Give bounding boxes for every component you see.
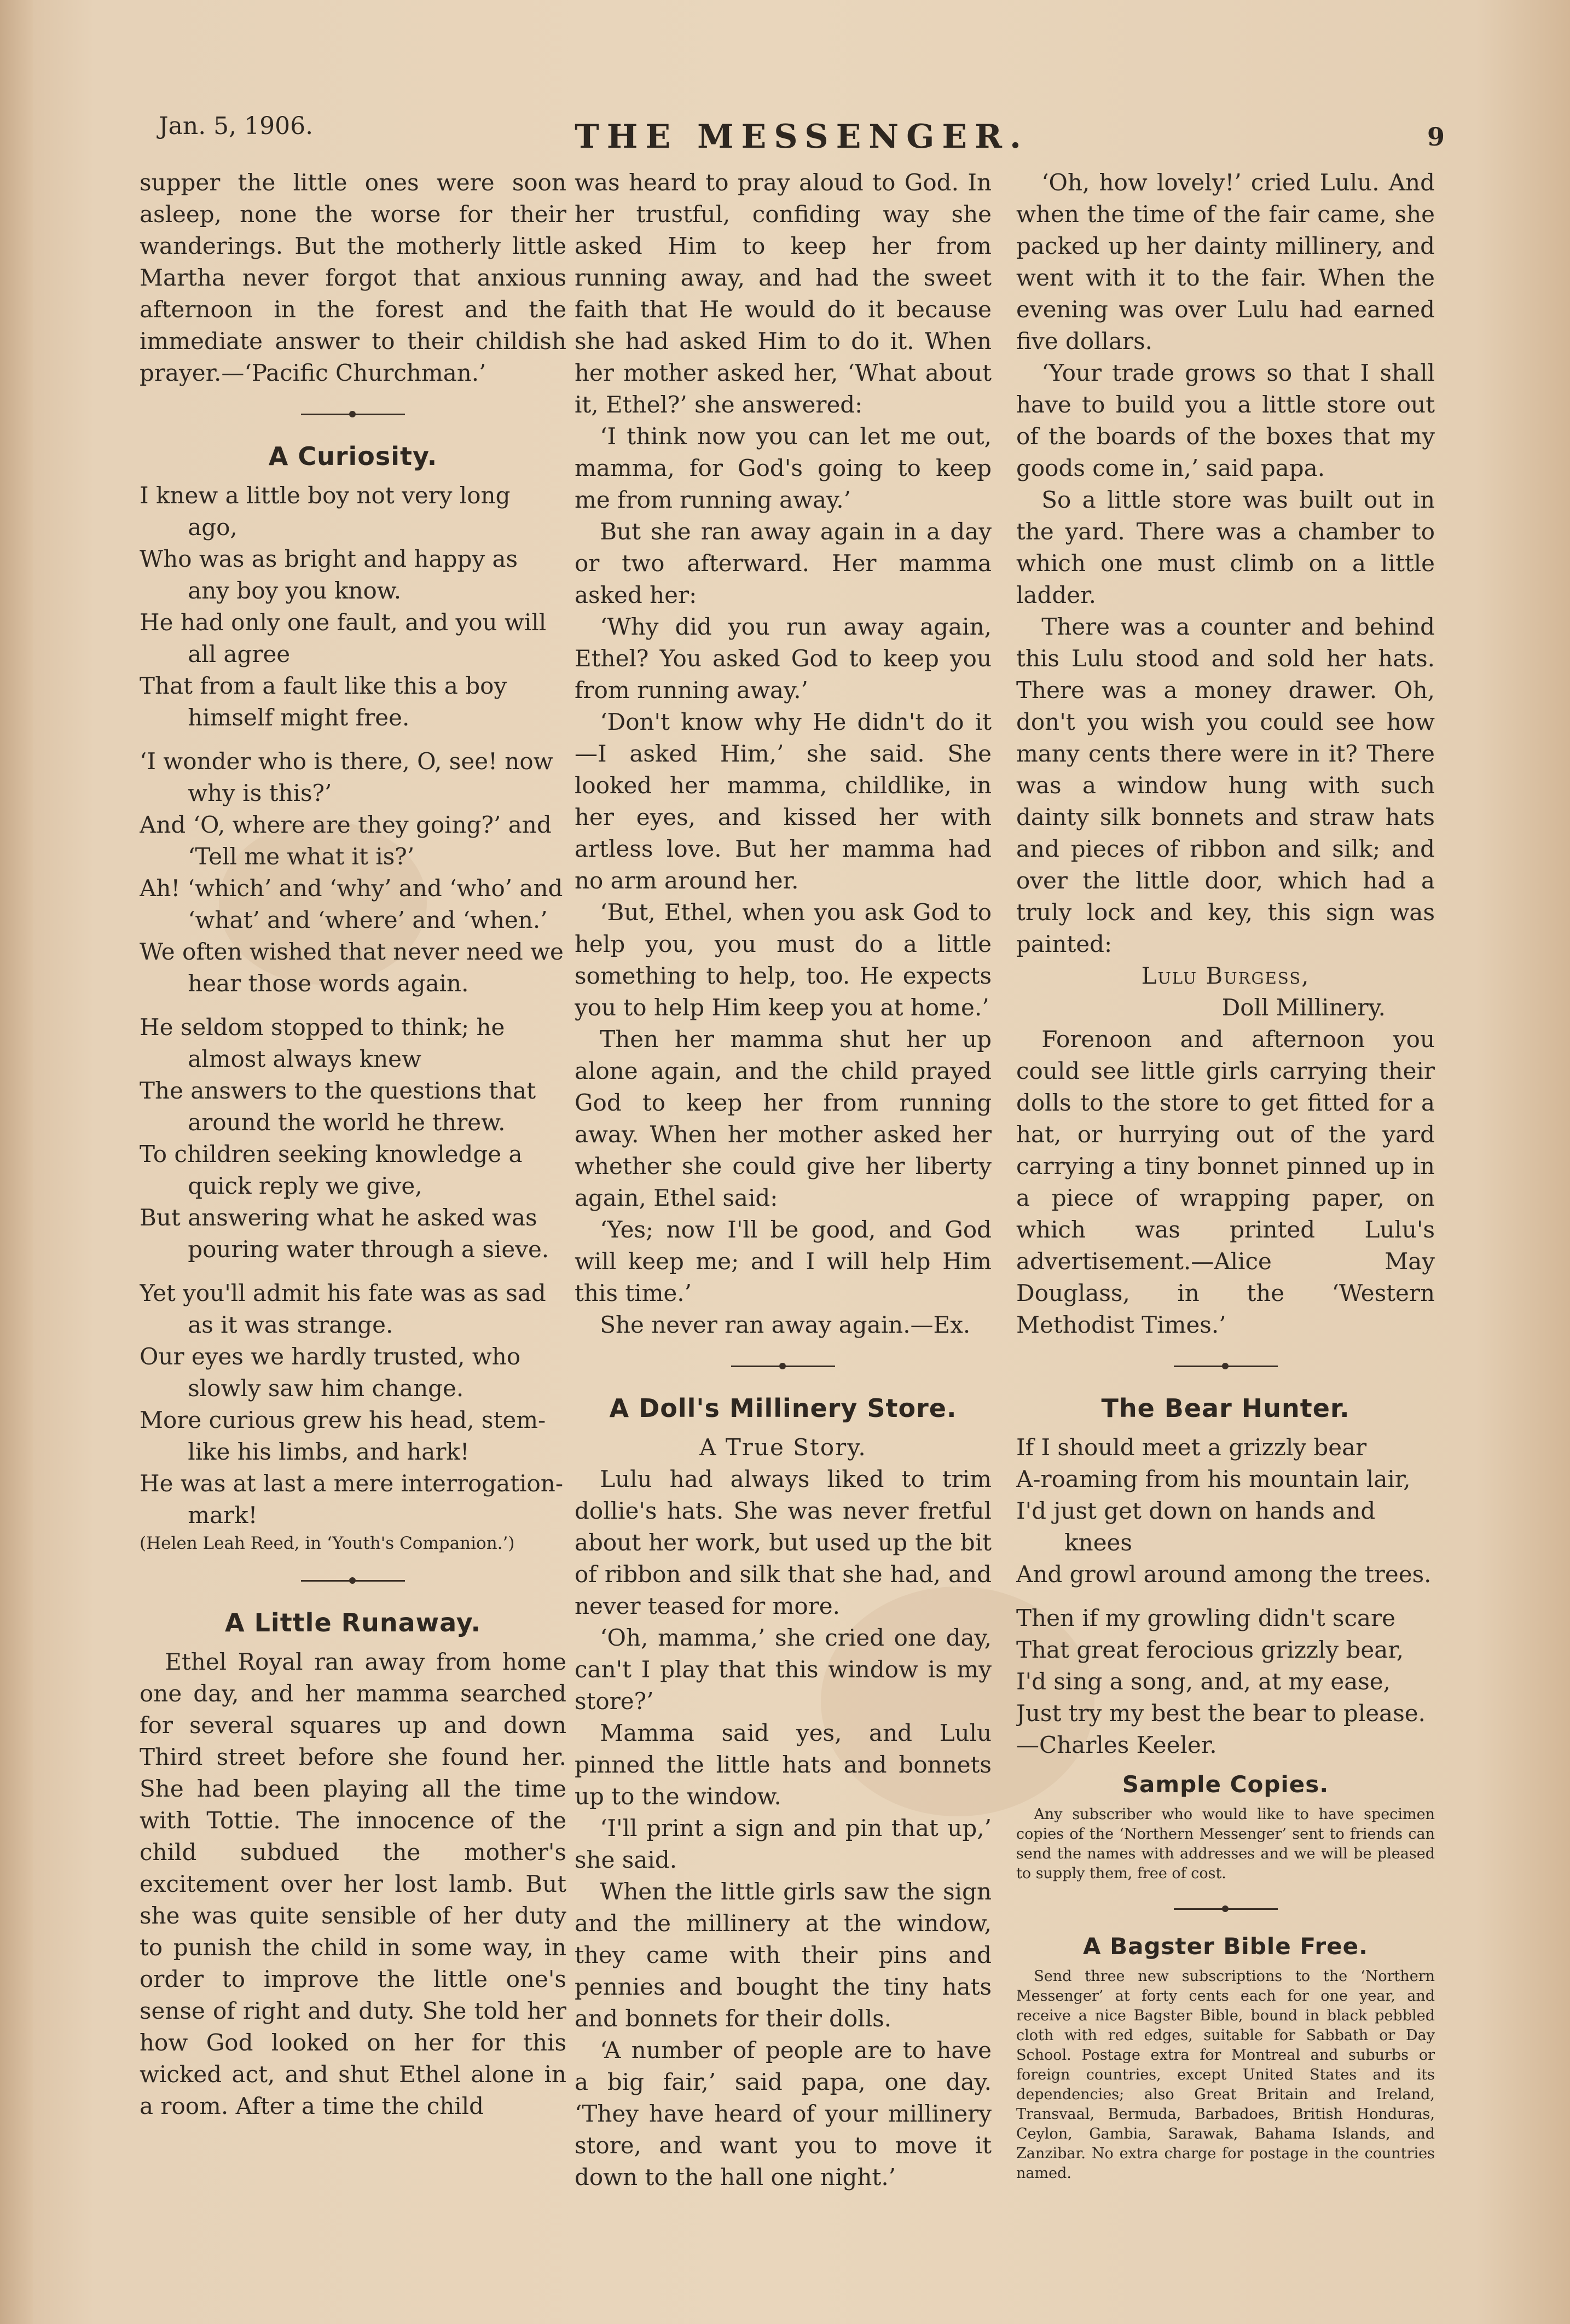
- poem-line: That great ferocious grizzly bear,: [1016, 1636, 1404, 1663]
- section-divider: [140, 1563, 566, 1595]
- article-paragraph: Forenoon and afternoon you could see little girls carrying their dolls to the store to get fitted for a hat, or hurrying out of the yard carrying a tiny bonnet pinned up in a piece of wrapping paper, on which was printed Lulu's advertisement.—Alice May Douglass, in the ‘Western Methodist Times.’: [1016, 1026, 1435, 1338]
- poem-line: If I should meet a grizzly bear: [1016, 1434, 1367, 1461]
- issue-date: Jan. 5, 1906.: [159, 112, 314, 140]
- article-paragraph: ‘A number of people are to have a big fair,’ said papa, one day. ‘They have heard of your millinery store, and want you to move it down to the hall one night.’: [575, 2037, 992, 2191]
- poem-line: Our eyes we hardly trusted, who slowly saw him change.: [140, 1343, 521, 1402]
- article-paragraph: ‘Why did you run away again, Ethel? You asked God to keep you from running away.’: [575, 613, 992, 704]
- poem-line: Then if my growling didn't scare: [1016, 1605, 1395, 1631]
- article-paragraph: was heard to pray aloud to God. In her trustful, confiding way she asked Him to keep her from running away, and had the sweet faith that He would do it because she had asked Him to do it. When her mother asked her, ‘What about it, Ethel?’ she answered:: [575, 169, 992, 418]
- poem-line: He was at last a mere interrogation-mark!: [140, 1470, 564, 1529]
- column-2: [575, 167, 992, 2224]
- poem-bear-hunter: [1016, 1432, 1435, 1761]
- poem-line: Who was as bright and happy as any boy you know.: [140, 545, 518, 604]
- poem-line: I knew a little boy not very long ago,: [140, 482, 511, 541]
- article-title: A Little Runaway.: [225, 1608, 481, 1637]
- notice-text: Send three new subscriptions to the ‘Northern Messenger’ at forty cents each for one year, and receive a nice Bagster Bible, bound in black pebbled cloth with red edges, suitable for Sabbath or Day School. Postage extra for Montreal and suburbs or foreign countries, except United States and its dependencies; also Great Britain and Ireland, Transvaal, Bermuda, Barbadoes, British Honduras, Ceylon, Gambia, Sarawak, Bahama Islands, and Zanzibar. No extra charge for postage in the countries named.: [1016, 1968, 1435, 2182]
- poem-line: The answers to the questions that around the world he threw.: [140, 1077, 536, 1136]
- notice-title: A Bagster Bible Free.: [1082, 1933, 1369, 1960]
- poem-line: And growl around among the trees.: [1016, 1561, 1432, 1588]
- poem-line: I'd sing a song, and, at my ease,: [1016, 1668, 1391, 1695]
- poem-credit: (Helen Leah Reed, in ‘Youth's Companion.’): [140, 1533, 515, 1553]
- poem-line: But answering what he asked was pouring water through a sieve.: [140, 1204, 549, 1263]
- article-paragraph: ‘I'll print a sign and pin that up,’ she said.: [575, 1815, 992, 1873]
- article-paragraph: ‘Your trade grows so that I shall have to build you a little store out of the boards of the boxes that my goods come in,’ said papa.: [1016, 359, 1435, 481]
- poem-line: Yet you'll admit his fate was as sad as it was strange.: [140, 1280, 546, 1338]
- article-subtitle: A True Story.: [699, 1434, 867, 1461]
- poem-title: A Curiosity.: [268, 441, 438, 471]
- section-divider: [1016, 1349, 1435, 1380]
- poem-line: Just try my best the bear to please.: [1016, 1700, 1426, 1727]
- article-paragraph: So a little store was built out in the yard. There was a chamber to which one must climb on a little ladder.: [1016, 486, 1435, 608]
- column-1: [140, 167, 566, 2224]
- article-paragraph: ‘I think now you can let me out, mamma, for God's going to keep me from running away.’: [575, 423, 992, 513]
- poem-title: The Bear Hunter.: [1101, 1393, 1350, 1423]
- page-number: 9: [1427, 122, 1445, 152]
- article-paragraph: Mamma said yes, and Lulu pinned the little hats and bonnets up to the window.: [575, 1719, 992, 1810]
- article-paragraph: ‘But, Ethel, when you ask God to help you, you must do a little something to help, too. He expects you to help Him keep you at home.’: [575, 899, 992, 1021]
- poem-line: He seldom stopped to think; he almost always knew: [140, 1014, 505, 1072]
- section-divider: [1016, 1891, 1435, 1923]
- poem-curiosity: [140, 480, 566, 1531]
- poem-line: To children seeking knowledge a quick reply we give,: [140, 1141, 523, 1199]
- story-ending: supper the little ones were soon asleep, none the worse for their wanderings. But the motherly little Martha never forgot that anxious afternoon in the forest and the immediate answer to their childish prayer.—‘Pacific Churchman.’: [140, 169, 566, 386]
- article-paragraph: But she ran away again in a day or two afterward. Her mamma asked her:: [575, 518, 992, 608]
- poem-line: A-roaming from his mountain lair,: [1016, 1466, 1411, 1492]
- article-paragraph: ‘Oh, mamma,’ she cried one day, can't I play that this window is my store?’: [575, 1624, 992, 1715]
- store-sign-name: Lulu Burgess,: [1141, 962, 1310, 989]
- article-title: A Doll's Millinery Store.: [609, 1393, 957, 1423]
- article-paragraph: There was a counter and behind this Lulu stood and sold her hats. There was a money drawer. Oh, don't you wish you could see how many cents there were in it? There was a window hung with such dainty silk bonnets and straw hats and pieces of ribbon and silk; and over the little door, which had a truly lock and key, this sign was painted:: [1016, 613, 1435, 957]
- article-paragraph: When the little girls saw the sign and the millinery at the window, they came with their pins and pennies and bought the tiny hats and bonnets for their dolls.: [575, 1878, 992, 2032]
- poem-line: And ‘O, where are they going?’ and ‘Tell me what it is?’: [140, 811, 552, 870]
- article-paragraph: ‘Oh, how lovely!’ cried Lulu. And when the time of the fair came, she packed up her dainty millinery, and went with it to the fair. When the evening was over Lulu had earned five dollars.: [1016, 169, 1435, 355]
- masthead-title: THE MESSENGER.: [575, 118, 1029, 156]
- notice-text: Any subscriber who would like to have specimen copies of the ‘Northern Messenger’ sent to friends can send the names with addresses and we will be pleased to supply them, free of cost.: [1016, 1806, 1435, 1882]
- article-paragraph: Ethel Royal ran away from home one day, and her mamma searched for several squares up and down Third street before she found her. She had been playing all the time with Tottie. The innocence of the child subdued the mother's excitement over her lost lamb. But she was quite sensible of her duty to punish the child in some way, in order to improve the little one's sense of right and duty. She told her how God looked on her for this wicked act, and shut Ethel alone in a room. After a time the child: [140, 1648, 566, 2119]
- poem-credit: —Charles Keeler.: [1016, 1732, 1217, 1758]
- article-paragraph: ‘Yes; now I'll be good, and God will keep me; and I will help Him this time.’: [575, 1216, 992, 1306]
- poem-line: ‘I wonder who is there, O, see! now why is this?’: [140, 748, 553, 806]
- page-header: [159, 107, 1445, 167]
- notice-title: Sample Copies.: [1122, 1771, 1329, 1798]
- section-divider: [575, 1349, 992, 1380]
- store-sign-subtitle: Doll Millinery.: [1221, 994, 1386, 1021]
- article-paragraph: Lulu had always liked to trim dollie's hats. She was never fretful about her work, but used up the bit of ribbon and silk that she had, and never teased for more.: [575, 1466, 992, 1619]
- article-paragraph: Then her mamma shut her up alone again, and the child prayed God to keep her from running away. When her mother asked her whether she could give her liberty again, Ethel said:: [575, 1026, 992, 1211]
- section-divider: [140, 397, 566, 428]
- poem-line: He had only one fault, and you will all agree: [140, 609, 547, 667]
- page-fold-shadow: [0, 0, 33, 2324]
- poem-line: We often wished that never need we hear those words again.: [140, 938, 564, 997]
- article-paragraph: She never ran away again.—Ex.: [600, 1311, 971, 1338]
- poem-line: More curious grew his head, stem-like his limbs, and hark!: [140, 1407, 546, 1465]
- poem-line: Ah! ‘which’ and ‘why’ and ‘who’ and ‘what’ and ‘where’ and ‘when.’: [140, 875, 563, 933]
- column-3: [1016, 167, 1435, 2224]
- poem-line: That from a fault like this a boy himself might free.: [140, 672, 507, 731]
- article-paragraph: ‘Don't know why He didn't do it—I asked Him,’ she said. She looked her mamma, childlike, in her eyes, and kissed her with artless love. But her mamma had no arm around her.: [575, 708, 992, 894]
- poem-line: I'd just get down on hands and knees: [1016, 1497, 1376, 1556]
